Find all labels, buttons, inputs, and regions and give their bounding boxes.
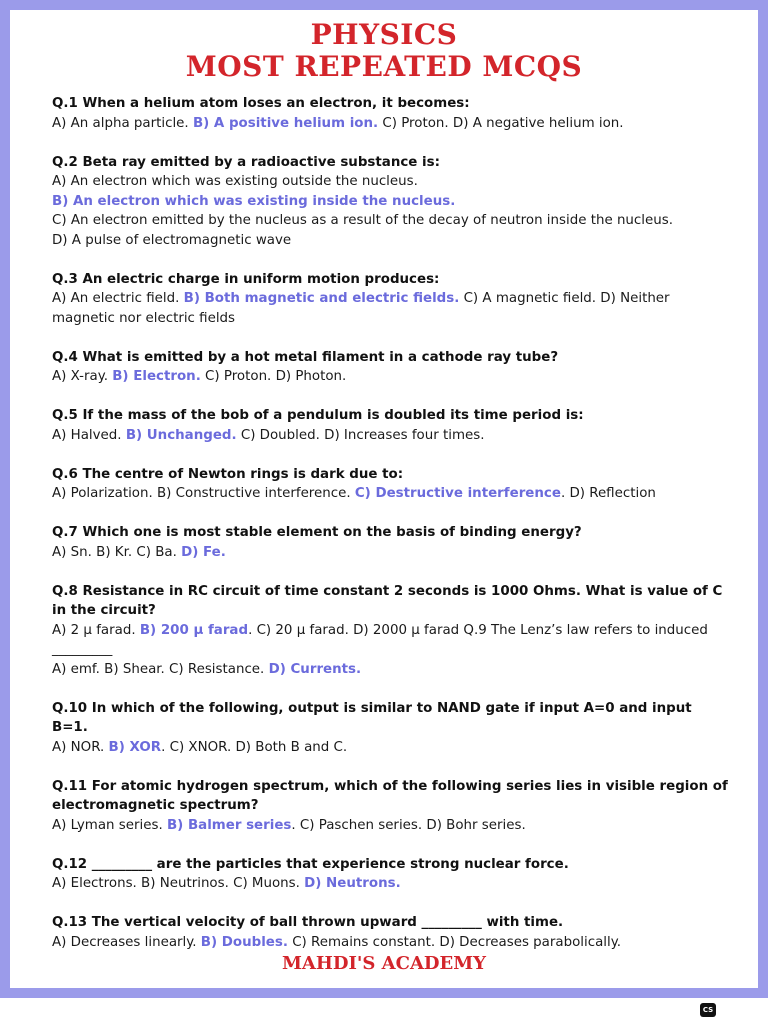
options-line	[52, 367, 728, 387]
option-text: C) A magnetic field. D) Neither magnetic nor electric fields	[52, 291, 670, 326]
correct-answer: B) Both magnetic and electric fields.	[183, 291, 460, 306]
options-line	[52, 426, 728, 446]
option-text: A) 2 μ farad.	[52, 622, 140, 638]
question-block	[52, 699, 728, 758]
option-text: D) A pulse of electromagnetic wave	[52, 232, 292, 248]
question-block	[52, 153, 728, 251]
question-text: Q.1 When a helium atom loses an electron, it becomes:	[52, 96, 470, 111]
option-text: A) Electrons. B) Neutrinos. C) Muons.	[52, 876, 305, 891]
option-text: A) X-ray.	[52, 369, 113, 384]
question-block	[52, 94, 728, 133]
question-block	[52, 523, 728, 562]
option-text: A) An electric field.	[52, 291, 184, 306]
option-text: C) Proton. D) A negative helium ion.	[378, 115, 624, 131]
options-line	[52, 621, 728, 660]
question-block	[52, 465, 728, 504]
option-text: A) An alpha particle.	[52, 115, 193, 131]
options-line	[52, 933, 728, 953]
correct-answer: D) Currents.	[268, 661, 362, 677]
options-line	[52, 192, 728, 212]
question-text: Q.5 If the mass of the bob of a pendulum is doubled its time period is:	[52, 408, 584, 423]
correct-answer: B) Doubles.	[200, 934, 288, 950]
option-text: C) Proton. D) Photon.	[200, 369, 347, 384]
correct-answer: B) 200 μ farad	[139, 622, 249, 638]
correct-answer: D) Neutrons.	[304, 876, 401, 891]
options-line	[52, 172, 728, 192]
correct-answer: B) Balmer series	[166, 817, 292, 833]
question-text: Q.7 Which one is most stable element on the basis of binding energy?	[52, 525, 582, 540]
question-text: Q.11 For atomic hydrogen spectrum, which of the following series lies in visible region of electromagnetic spectrum?	[52, 778, 728, 813]
footer-academy-name: MAHDI'S ACADEMY	[281, 953, 487, 974]
page-subtitle: MOST REPEATED MCQS	[185, 50, 583, 83]
options-line	[52, 874, 728, 894]
options-line	[52, 231, 728, 251]
option-text: C) Remains constant. D) Decreases parabolically.	[287, 934, 622, 950]
option-text: A) Halved.	[52, 427, 126, 443]
correct-answer: B) Electron.	[112, 369, 201, 384]
options-line	[52, 114, 728, 134]
option-text: A) Polarization. B) Constructive interference.	[52, 486, 355, 501]
correct-answer: B) An electron which was existing inside the nucleus.	[52, 193, 456, 209]
correct-answer: C) Destructive interference	[354, 486, 561, 501]
options-line	[52, 289, 728, 328]
options-line	[52, 816, 728, 836]
question-block	[52, 582, 728, 680]
option-text: . C) XNOR. D) Both B and C.	[161, 739, 348, 755]
question-text: Q.8 Resistance in RC circuit of time constant 2 seconds is 1000 Ohms. What is value of C in the circuit?	[52, 583, 723, 618]
question-block	[52, 270, 728, 329]
question-block	[52, 406, 728, 445]
question-text: Q.13 The vertical velocity of ball thrown upward _________ with time.	[52, 915, 564, 930]
question-text: Q.3 An electric charge in uniform motion produces:	[52, 271, 440, 287]
options-line	[52, 484, 728, 504]
mcq-list	[52, 94, 728, 972]
correct-answer: B) A positive helium ion.	[192, 115, 379, 131]
option-text: . C) 20 μ farad. D) 2000 μ farad Q.9 The Lenz’s law refers to induced _________	[52, 622, 708, 657]
question-text: Q.6 The centre of Newton rings is dark due to:	[52, 466, 404, 482]
question-block	[52, 913, 728, 952]
options-line	[52, 543, 728, 563]
page-title: PHYSICS	[310, 18, 458, 51]
correct-answer: D) Fe.	[181, 544, 226, 560]
option-text: . D) Reflection	[560, 486, 656, 501]
question-text: Q.4 What is emitted by a hot metal filament in a cathode ray tube?	[52, 349, 559, 365]
option-text: C) Doubled. D) Increases four times.	[236, 427, 485, 443]
option-text: A) Decreases linearly.	[52, 934, 201, 950]
camscanner-icon: CS	[700, 1003, 716, 1017]
options-line	[52, 660, 728, 680]
option-text: . C) Paschen series. D) Bohr series.	[291, 817, 526, 833]
options-line	[52, 211, 728, 231]
question-text: Q.10 In which of the following, output is similar to NAND gate if input A=0 and input B=1.	[52, 700, 692, 735]
option-text: A) NOR.	[52, 739, 109, 755]
options-line	[52, 738, 728, 758]
option-text: A) emf. B) Shear. C) Resistance.	[52, 661, 269, 677]
option-text: A) An electron which was existing outside the nucleus.	[52, 174, 418, 189]
question-text: Q.2 Beta ray emitted by a radioactive substance is:	[52, 154, 440, 170]
correct-answer: B) Unchanged.	[125, 427, 237, 443]
question-block	[52, 855, 728, 894]
option-text: C) An electron emitted by the nucleus as a result of the decay of neutron inside the nucleus.	[52, 213, 673, 228]
correct-answer: B) XOR	[108, 739, 162, 755]
option-text: A) Sn. B) Kr. C) Ba.	[52, 544, 182, 560]
question-text: Q.12 _________ are the particles that experience strong nuclear force.	[52, 856, 569, 872]
question-block	[52, 777, 728, 836]
question-block	[52, 348, 728, 387]
option-text: A) Lyman series.	[52, 817, 167, 833]
